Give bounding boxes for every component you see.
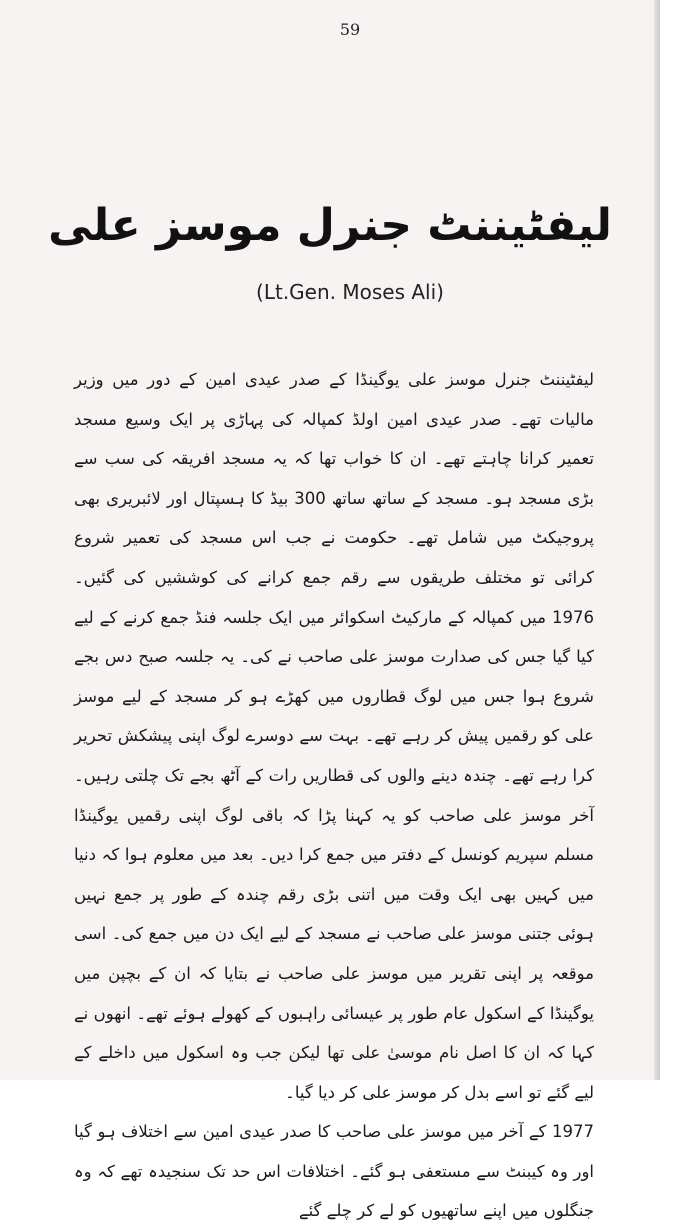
page-edge-shadow xyxy=(654,0,660,1080)
chapter-subtitle: (Lt.Gen. Moses Ali) xyxy=(256,280,444,304)
chapter-title: لیفٹیننٹ جنرل موسز علی xyxy=(48,200,612,251)
paragraph-2: 1977 کے آخر میں موسز علی صاحب کا صدر عیدی امین سے اختلاف ہو گیا اور وہ کیبنٹ سے مستعفی ہو گئے۔ اختلافات اس حد تک سنجیدہ تھے کہ وہ جنگلوں میں اپنے ساتھیوں کو لے کر چلے گئے xyxy=(74,1122,594,1221)
page-number: 59 xyxy=(339,20,361,39)
body-text xyxy=(74,360,594,1231)
paragraph-1: لیفٹیننٹ جنرل موسز علی یوگینڈا کے صدر عیدی امین کے دور میں وزیر مالیات تھے۔ صدر عیدی امین اولڈ کمپالہ کی پہاڑی پر ایک وسیع مسجد تعمیر کرانا چاہتے تھے۔ ان کا خواب تھا کہ یہ مسجد افریقہ کی سب سے بڑی مسجد ہو۔ مسجد کے ساتھ ساتھ 300 بیڈ کا ہسپتال اور لائبریری بھی پروجیکٹ میں شامل تھے۔ حکومت نے جب اس مسجد کی تعمیر شروع کرائی تو مختلف طریقوں سے رقم جمع کرانے کی کوششیں کی گئیں۔ 1976 میں کمپالہ کے مارکیٹ اسکوائر میں ایک جلسہ فنڈ جمع کرنے کے لیے کیا گیا جس کی صدارت موسز علی صاحب نے کی۔ یہ جلسہ صبح دس بجے شروع ہوا جس میں لوگ قطاروں میں کھڑے ہو کر مسجد کے لیے موسز علی کو رقمیں پیش کر رہے تھے۔ بہت سے دوسرے لوگ اپنی پیشکش تحریر کرا رہے تھے۔ چندہ دینے والوں کی قطاریں رات کے آٹھ بجے تک چلتی رہیں۔ آخر موسز علی صاحب کو یہ کہنا پڑا کہ باقی لوگ اپنی رقمیں یوگینڈا مسلم سپریم کونسل کے دفتر میں جمع کرا دیں۔ بعد میں معلوم ہوا کہ دنیا میں کہیں بھی ایک وقت میں اتنی بڑی رقم چندہ کے طور پر جمع نہیں ہوئی جتنی موسز علی صاحب نے مسجد کے لیے ایک دن میں جمع کی۔ اسی موقعہ پر اپنی تقریر میں موسز علی صاحب نے بتایا کہ ان کے بچپن میں یوگینڈا کے اسکول عام طور پر عیسائی راہبوں کے کھولے ہوئے تھے۔ انھوں نے کہا کہ ان کا اصل نام موسیٰ علی تھا لیکن جب وہ اسکول میں داخلے کے لیے گئے تو اسے بدل کر موسز علی کر دیا گیا۔ xyxy=(74,370,594,1102)
